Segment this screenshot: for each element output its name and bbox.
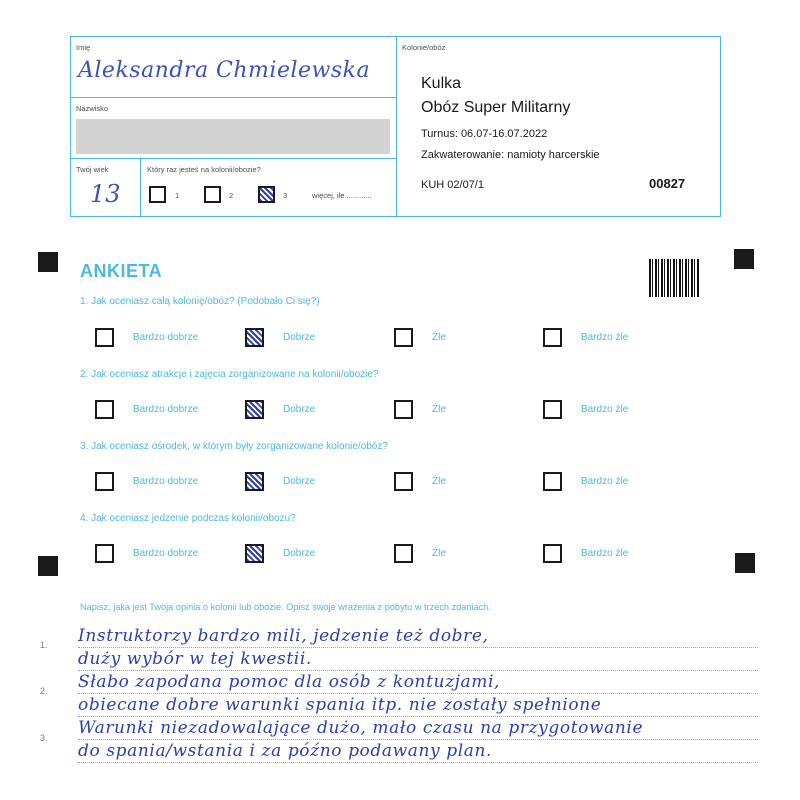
- turnus: Turnus: 06.07-16.07.2022: [421, 128, 548, 140]
- form-number: 00827: [649, 176, 686, 191]
- age-label: Twój wiek: [76, 165, 109, 174]
- answer-option-label: Bardzo źle: [581, 548, 629, 559]
- answer-checkbox[interactable]: [245, 544, 264, 563]
- dotted-line: [78, 670, 758, 671]
- survey-title: ANKIETA: [80, 261, 163, 281]
- age-value[interactable]: 13: [90, 180, 121, 208]
- dotted-line: [78, 693, 758, 694]
- line-number: 3.: [40, 733, 48, 743]
- answer-option-label: Bardzo źle: [581, 332, 629, 343]
- surname-label: Nazwisko: [76, 104, 109, 113]
- answer-checkbox[interactable]: [245, 472, 264, 491]
- answer-option-label: Źle: [432, 404, 446, 415]
- handwritten-answer[interactable]: duży wybór w tej kwestii.: [78, 649, 312, 669]
- camp-code: KUH 02/07/1: [421, 179, 484, 191]
- age-divider: [140, 159, 141, 217]
- question-text: 3. Jak oceniasz ośrodek, w którym były zorganizowane kolonie/obóz?: [80, 441, 388, 452]
- handwritten-answer[interactable]: do spania/wstania i za późno podawany plan.: [78, 741, 493, 761]
- dotted-line: [78, 647, 758, 648]
- answer-option-label: Bardzo dobrze: [133, 332, 199, 343]
- answer-option-label: Dobrze: [283, 548, 316, 559]
- answer-option-label: Bardzo dobrze: [133, 404, 199, 415]
- name-value[interactable]: Aleksandra Chmielewska: [78, 58, 371, 83]
- answer-checkbox[interactable]: [394, 400, 413, 419]
- question-text: 4. Jak oceniasz jedzenie podczas kolonii/obozu?: [80, 513, 296, 524]
- question-text: 1. Jak oceniasz całą kolonię/obóz? (Podobało Ci się?): [80, 296, 320, 307]
- answer-option-label: Źle: [432, 332, 446, 343]
- lodging: Zakwaterowanie: namioty harcerskie: [421, 149, 600, 161]
- answer-checkbox[interactable]: [245, 328, 264, 347]
- line-number: 2.: [40, 686, 48, 696]
- answer-option-label: Źle: [432, 476, 446, 487]
- registration-mark: [734, 249, 754, 269]
- answer-option-label: Bardzo źle: [581, 476, 629, 487]
- dotted-line: [78, 739, 758, 740]
- camp-title: Obóz Super Militarny: [421, 99, 571, 116]
- answer-checkbox[interactable]: [543, 472, 562, 491]
- answer-option-label: Dobrze: [283, 332, 316, 343]
- answer-option-label: Źle: [432, 548, 446, 559]
- times-checkbox-2[interactable]: [204, 186, 221, 203]
- times-option-2: 2: [229, 191, 234, 200]
- answer-option-label: Dobrze: [283, 404, 316, 415]
- times-label: Który raz jesteś na kolonii/obozie?: [147, 165, 261, 174]
- answer-checkbox[interactable]: [394, 544, 413, 563]
- camp-name: Kulka: [421, 75, 462, 92]
- answer-checkbox[interactable]: [543, 544, 562, 563]
- barcode: [649, 259, 699, 297]
- registration-mark: [38, 252, 58, 272]
- answer-checkbox[interactable]: [95, 328, 114, 347]
- answer-checkbox[interactable]: [95, 400, 114, 419]
- answer-option-label: Bardzo dobrze: [133, 548, 199, 559]
- answer-checkbox[interactable]: [543, 328, 562, 347]
- opinion-prompt: Napisz, jaka jest Twoja opinia o kolonii lub obozie. Opisz swoje wrażenia z pobytu w trzech zdaniach.: [80, 602, 491, 612]
- camp-label: Kolonie/obóz: [402, 43, 446, 52]
- answer-option-label: Bardzo dobrze: [133, 476, 199, 487]
- answer-checkbox[interactable]: [543, 400, 562, 419]
- answer-checkbox[interactable]: [95, 544, 114, 563]
- answer-option-label: Dobrze: [283, 476, 316, 487]
- name-label: Imię: [76, 43, 91, 52]
- handwritten-answer[interactable]: Warunki niezadowalające dużo, mało czasu na przygotowanie: [78, 718, 644, 738]
- surname-divider: [70, 158, 396, 159]
- answer-checkbox[interactable]: [394, 472, 413, 491]
- times-checkbox-1[interactable]: [149, 186, 166, 203]
- dotted-line: [78, 762, 758, 763]
- times-more: więcej, ile ............: [312, 191, 372, 200]
- times-option-3: 3: [283, 191, 288, 200]
- header-divider: [396, 36, 397, 217]
- times-checkbox-3[interactable]: [258, 186, 275, 203]
- times-option-1: 1: [175, 191, 180, 200]
- answer-checkbox[interactable]: [245, 400, 264, 419]
- answer-checkbox[interactable]: [394, 328, 413, 347]
- surname-redacted-field[interactable]: [76, 119, 390, 154]
- dotted-line: [78, 716, 758, 717]
- handwritten-answer[interactable]: Słabo zapodana pomoc dla osób z kontuzjami,: [78, 672, 501, 692]
- question-text: 2. Jak oceniasz atrakcje i zajęcia zorganizowane na kolonii/obozie?: [80, 369, 379, 380]
- answer-checkbox[interactable]: [95, 472, 114, 491]
- registration-mark: [735, 553, 755, 573]
- line-number: 1.: [40, 640, 48, 650]
- registration-mark: [38, 556, 58, 576]
- name-divider: [70, 97, 396, 98]
- answer-option-label: Bardzo źle: [581, 404, 629, 415]
- handwritten-answer[interactable]: obiecane dobre warunki spania itp. nie zostały spełnione: [78, 695, 602, 715]
- handwritten-answer[interactable]: Instruktorzy bardzo mili, jedzenie też dobre,: [78, 626, 489, 646]
